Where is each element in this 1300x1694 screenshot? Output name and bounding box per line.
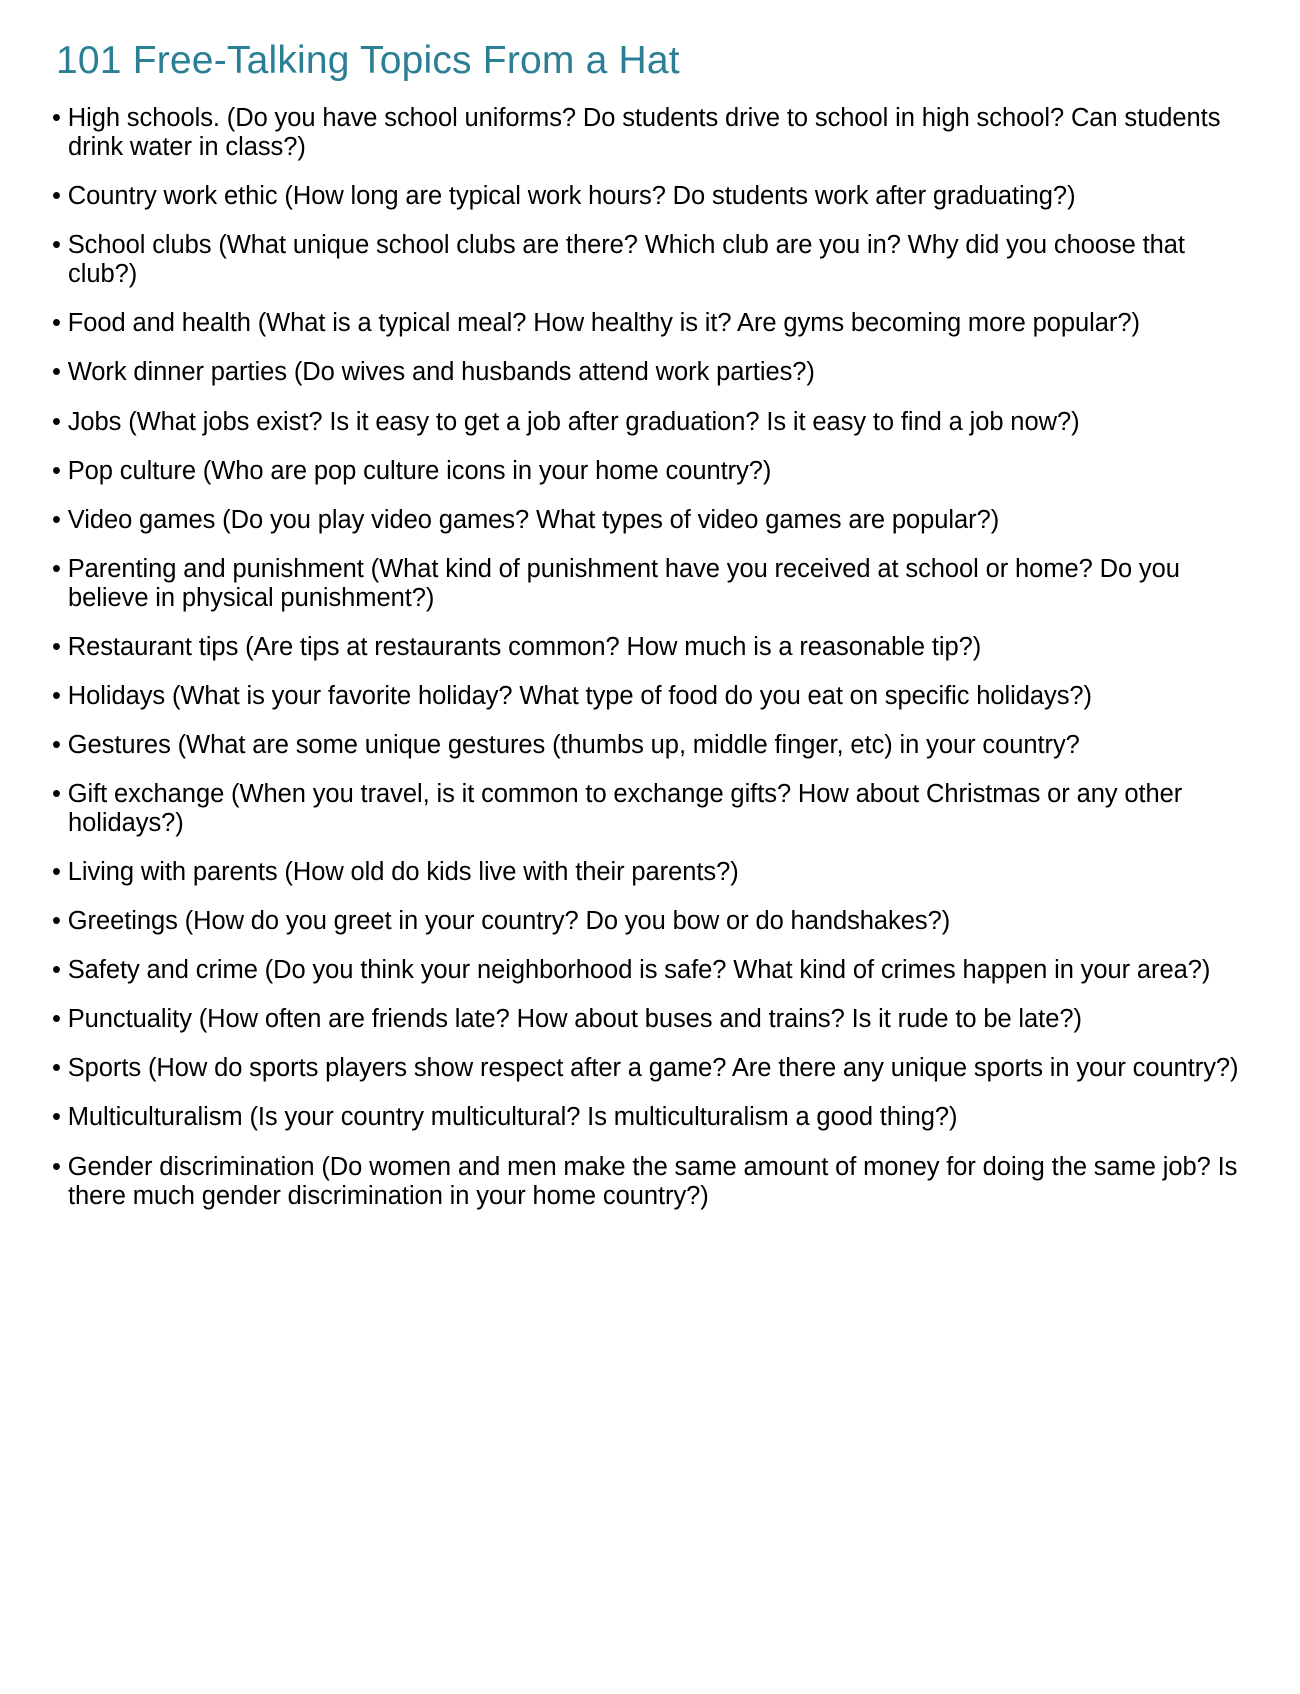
list-item: • Gestures (What are some unique gestures (thumbs up, middle finger, etc) in your country? — [52, 730, 1080, 759]
list-item: • Living with parents (How old do kids live with their parents?) — [52, 858, 739, 887]
list-item: • Multiculturalism (Is your country multicultural? Is multiculturalism a good thing?) — [52, 1103, 958, 1132]
list-item: • Country work ethic (How long are typical work hours? Do students work after graduating?) — [52, 182, 1076, 211]
list-item: • Parenting and punishment (What kind of punishment have you received at school or home? Do you believe in physical punishment?) — [52, 554, 1180, 612]
list-item: • Work dinner parties (Do wives and husbands attend work parties?) — [52, 358, 815, 387]
list-item: • Safety and crime (Do you think your neighborhood is safe? What kind of crimes happen in your area?) — [52, 956, 1211, 985]
page-title: 101 Free-Talking Topics From a Hat — [56, 39, 680, 82]
list-item: • Food and health (What is a typical meal? How healthy is it? Are gyms becoming more popular?) — [52, 309, 1140, 338]
list-item: • Sports (How do sports players show respect after a game? Are there any unique sports in your country?) — [52, 1054, 1239, 1083]
list-item: • Greetings (How do you greet in your country? Do you bow or do handshakes?) — [52, 907, 951, 936]
list-item: • Gender discrimination (Do women and men make the same amount of money for doing the same job? Is there much gender discrimination in your home country?) — [52, 1152, 1238, 1210]
list-item: • Holidays (What is your favorite holiday? What type of food do you eat on specific holidays?) — [52, 681, 1092, 710]
topic-list — [52, 104, 1248, 1211]
list-item: • Pop culture (Who are pop culture icons in your home country?) — [52, 456, 772, 485]
list-item: • Jobs (What jobs exist? Is it easy to get a job after graduation? Is it easy to find a job now?) — [52, 407, 1080, 436]
list-item: • Gift exchange (When you travel, is it common to exchange gifts? How about Christmas or any other holidays?) — [52, 780, 1183, 838]
list-item: • Restaurant tips (Are tips at restaurants common? How much is a reasonable tip?) — [52, 632, 982, 661]
list-item: • Video games (Do you play video games? What types of video games are popular?) — [52, 505, 1000, 534]
list-item: • School clubs (What unique school clubs are there? Which club are you in? Why did you choose that club?) — [52, 231, 1185, 289]
list-item: • High schools. (Do you have school uniforms? Do students drive to school in high school? Can students drink water in class?) — [52, 104, 1221, 162]
list-item: • Punctuality (How often are friends late? How about buses and trains? Is it rude to be late?) — [52, 1005, 1082, 1034]
